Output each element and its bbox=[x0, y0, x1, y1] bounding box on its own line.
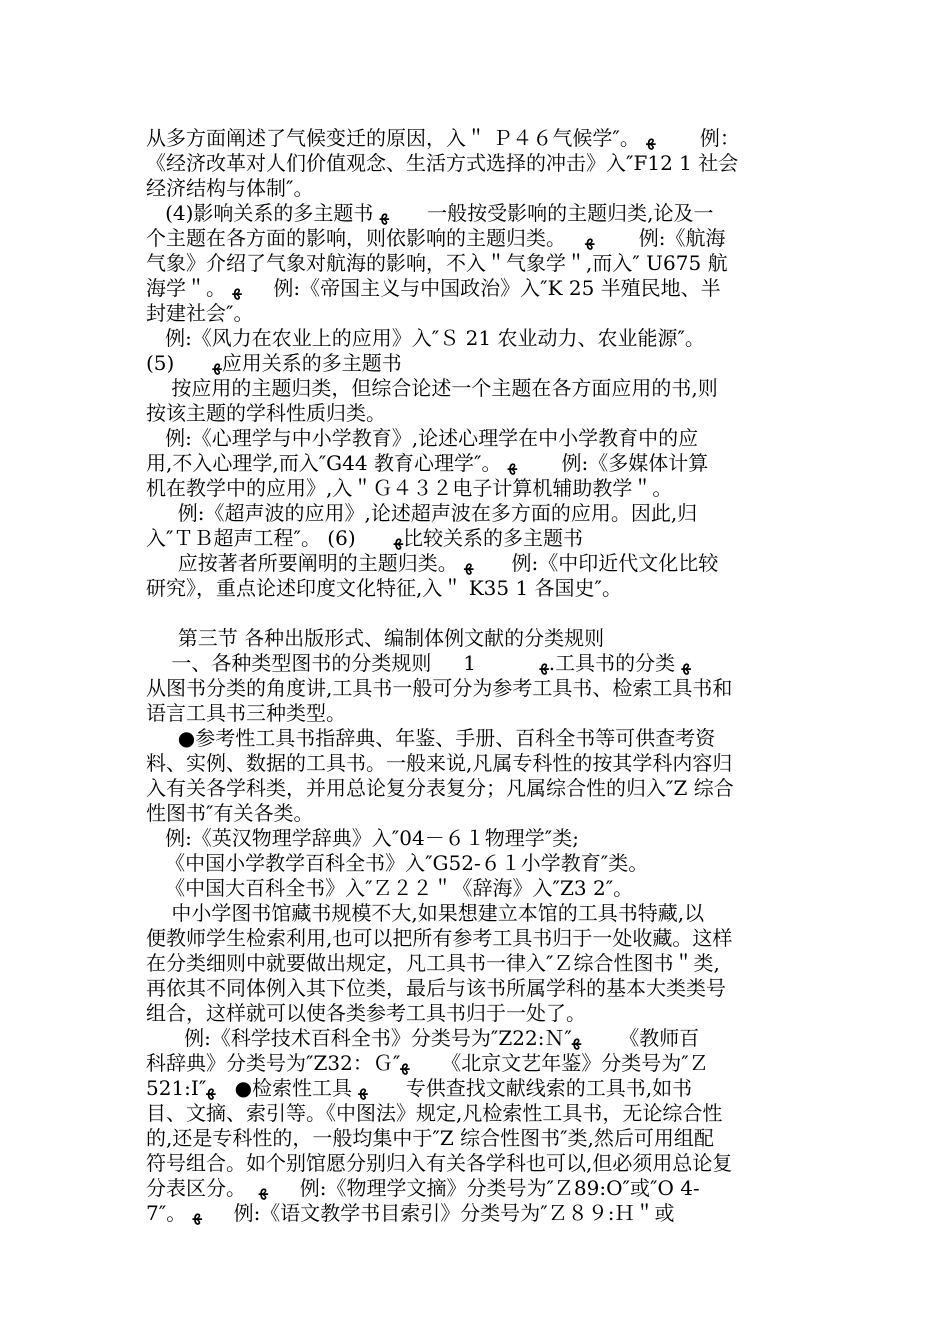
text-line: 例:《英汉物理学辞典》入″04－６１物理学″类; bbox=[146, 826, 579, 850]
text-line: 入有关各学科类，并用总论复分表复分；凡属综合性的归入″Z 综合 bbox=[146, 776, 734, 800]
text-line: 从图书分类的角度讲,工具书一般可分为参考工具书、检索工具书和 bbox=[146, 676, 733, 700]
text-line: 组合，这样就可以使各类参考工具书归于一处了。 bbox=[146, 1001, 586, 1025]
text-line: 再依其不同体例入其下位类，最后与该书所属学科的基本大类类号 bbox=[146, 976, 726, 1000]
text-line: 中小学图书馆藏书规模不大,如果想建立本馆的工具书特藏,以 bbox=[146, 901, 705, 925]
text-line: 入″ＴＢ超声工程″。 (6) ﻬ比较关系的多主题书 bbox=[146, 526, 583, 550]
text-line: 分表区分。 ﻬ 例:《物理学文摘》分类号为″Ｚ89:O″或″O 4- bbox=[146, 1176, 700, 1200]
text-line: 封建社会″。 bbox=[146, 301, 254, 325]
text-line: 语言工具书三种类型。 bbox=[146, 701, 346, 725]
text-line: 便教师学生检索利用,也可以把所有参考工具书归于一处收藏。这样 bbox=[146, 926, 733, 950]
text-line: 例:《科学技术百科全书》分类号为″Z22:Ｎ″ﻬ 《教师百 bbox=[146, 1026, 700, 1050]
text-line: 海学＂。 ﻬ 例:《帝国主义与中国政治》入″K 25 半殖民地、半 bbox=[146, 276, 721, 300]
text-line: 研究》，重点论述印度文化特征,入＂ K35 1 各国史″。 bbox=[146, 576, 623, 600]
text-line: 按应用的主题归类，但综合论述一个主题在各方面应用的书,则 bbox=[146, 376, 718, 400]
text-line: 从多方面阐述了气候变迁的原因，入＂ Ｐ４６气候学″。 ﻿ﻬ 例： bbox=[146, 126, 740, 150]
text-line: 例:《超声波的应用》,论述超声波在多方面的应用。因此,归 bbox=[146, 501, 698, 525]
text-line: 料、实例、数据的工具书。一般来说,凡属专科性的按其学科内容归 bbox=[146, 751, 733, 775]
text-line: 例:《风力在农业上的应用》入″Ｓ 21 农业动力、农业能源″。 bbox=[146, 326, 705, 350]
text-line: 《经济改革对人们价值观念、生活方式选择的冲击》入″F12 1 社会 bbox=[146, 151, 739, 175]
text-line: 在分类细则中就要做出规定，凡工具书一律入″Ｚ综合性图书＂类, bbox=[146, 951, 720, 975]
text-line: 机在教学中的应用》,入＂Ｇ４３２电子计算机辅助教学＂。 bbox=[146, 476, 673, 500]
section-heading: (5) ﻬ应用关系的多主题书 bbox=[146, 351, 402, 375]
text-line: 目、文摘、索引等。《中图法》规定,凡检索性工具书，无论综合性 bbox=[146, 1101, 723, 1125]
text-line: 气象》介绍了气象对航海的影响，不入＂气象学＂,而入″ U675 航 bbox=[146, 251, 728, 275]
text-line: 用,不入心理学,而入″G44 教育心理学″。 ﻬ 例:《多媒体计算 bbox=[146, 451, 709, 475]
text-line: 应按著者所要阐明的主题归类。 ﻬ 例:《中印近代文化比较 bbox=[146, 551, 719, 575]
text-line: 个主题在各方面的影响，则依影响的主题归类。 ﻬ 例:《航海 bbox=[146, 226, 726, 250]
text-line: 的,还是专科性的，一般均集中于″Z 综合性图书″类,然后可用组配 bbox=[146, 1126, 714, 1150]
text-line: 符号组合。如个别馆愿分别归入有关各学科也可以,但必须用总论复 bbox=[146, 1151, 733, 1175]
section-title: 第三节 各种出版形式、编制体例文献的分类规则 bbox=[146, 626, 605, 650]
text-line: 一、各种类型图书的分类规则 1 ﻬ.工具书的分类 ﻬ bbox=[146, 651, 691, 675]
text-line: 按该主题的学科性质归类。 bbox=[146, 401, 386, 425]
text-line: 性图书″有关各类。 bbox=[146, 801, 314, 825]
text-line: (4)影响关系的多主题书 ﻬ 一般按受影响的主题归类,论及一 bbox=[146, 201, 714, 225]
text-line: 《中国小学教学百科全书》入″G52-６１小学教育″类。 bbox=[146, 851, 649, 875]
text-line: 科辞典》分类号为″Z32：Ｇ″ﻬ 《北京文艺年鉴》分类号为″Ｚ bbox=[146, 1051, 709, 1075]
text-line: 经济结构与体制″。 bbox=[146, 176, 314, 200]
text-line: 例:《心理学与中小学教育》,论述心理学在中小学教育中的应 bbox=[146, 426, 699, 450]
text-line: 521:I″ﻬ ●检索性工具 ﻬ 专供查找文献线索的工具书,如书 bbox=[146, 1076, 693, 1100]
blank-line bbox=[146, 600, 810, 626]
text-line: 《中国大百科全书》入″Ｚ２２＂《辞海》入″Z3 2″。 bbox=[146, 876, 634, 900]
text-line: 7″。 ﻬ 例:《语文教学书目索引》分类号为″Ｚ８９:Ｈ＂或 bbox=[146, 1201, 675, 1225]
text-line: ●参考性工具书指辞典、年鉴、手册、百科全书等可供查考资 bbox=[146, 726, 716, 750]
